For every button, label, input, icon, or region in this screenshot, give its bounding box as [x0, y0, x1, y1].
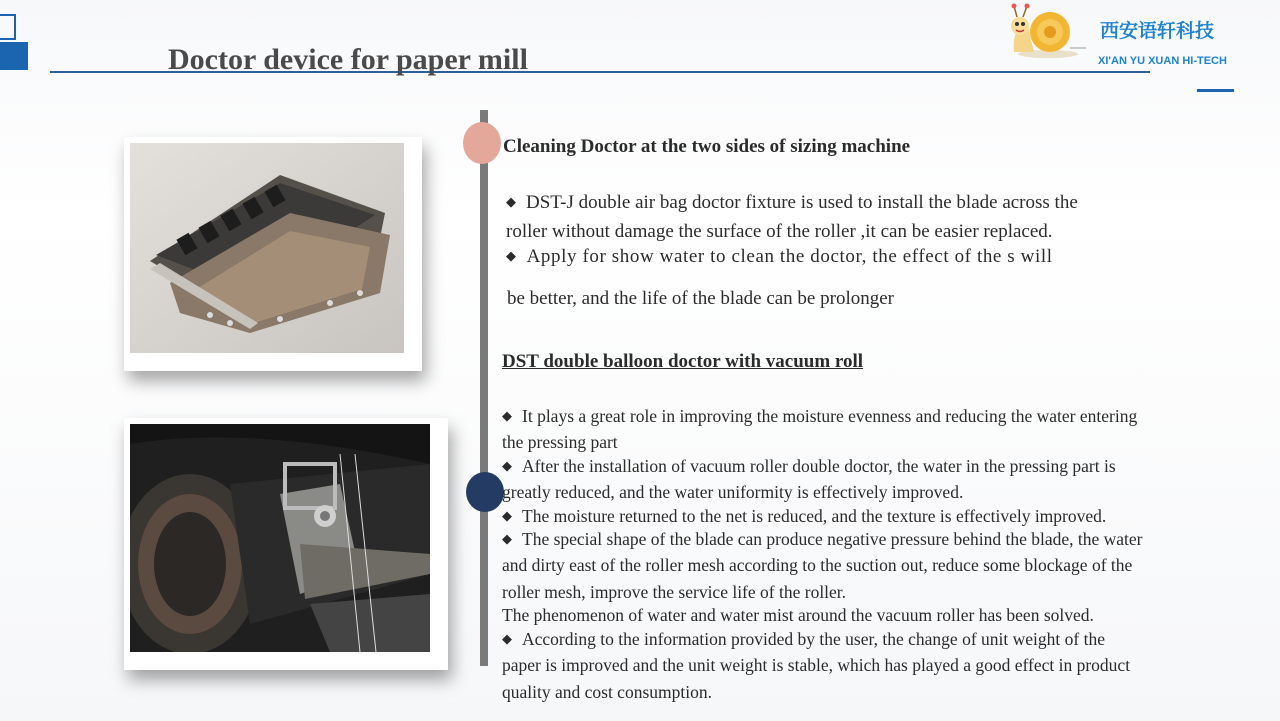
section1-line: roller without damage the surface of the roller ,it can be easier replaced.: [506, 221, 1053, 242]
section2-bullet-item: [502, 506, 1106, 527]
section2-line: According to the information provided by the user, the change of unit weight of the: [522, 629, 1105, 649]
brand-name-english: XI'AN YU XUAN HI-TECH: [1098, 55, 1227, 67]
section1-bullet-item: [506, 192, 1078, 214]
snail-mascot-icon: [1004, 2, 1090, 60]
section1-line: be better, and the life of the blade can be prolonger: [507, 288, 894, 309]
section2-heading: DST double balloon doctor with vacuum roll: [502, 351, 864, 372]
section2-line: The phenomenon of water and water mist around the vacuum roller has been solved.: [502, 605, 1094, 625]
diamond-bullet-icon: ◆: [502, 508, 512, 523]
section2-line: greatly reduced, and the water uniformity is effectively improved.: [502, 482, 964, 502]
section2-bullet-item: [502, 456, 1116, 477]
section2-line: After the installation of vacuum roller double doctor, the water in the pressing part is: [522, 456, 1116, 476]
section2-bullet-item: [502, 406, 1137, 427]
diamond-bullet-icon: ◆: [502, 408, 512, 423]
section2-line: It plays a great role in improving the moisture evenness and reducing the water entering: [522, 406, 1138, 426]
corner-decoration-outline: [0, 14, 16, 40]
section1-heading: Cleaning Doctor at the two sides of sizing machine: [503, 136, 911, 157]
diamond-bullet-icon: ◆: [506, 194, 516, 209]
section2-line: quality and cost consumption.: [502, 682, 712, 702]
page-title: Doctor device for paper mill: [168, 43, 528, 76]
brand-underline: [1197, 89, 1234, 92]
section2-bullet-item: [502, 629, 1105, 650]
diamond-bullet-icon: ◆: [506, 248, 517, 263]
brand-name-chinese: 西安语轩科技: [1100, 20, 1215, 42]
timeline-dot-pink: [463, 122, 501, 164]
section2-bullet-item: [502, 529, 1143, 550]
diamond-bullet-icon: ◆: [502, 531, 512, 546]
section2-line: The special shape of the blade can produce negative pressure behind the blade, the water: [522, 529, 1143, 549]
timeline-dot-navy: [466, 472, 504, 512]
section2-line: roller mesh, improve the service life of the roller.: [502, 582, 847, 602]
section1-line: Apply for show water to clean the doctor, the effect of the s will: [526, 246, 1053, 267]
diamond-bullet-icon: ◆: [502, 631, 512, 646]
section2-line: paper is improved and the unit weight is stable, which has played a good effect in product: [502, 655, 1131, 675]
diamond-bullet-icon: ◆: [502, 458, 512, 473]
section1-bullet-item: [506, 246, 1053, 268]
section2-line: the pressing part: [502, 432, 618, 452]
section2-line: The moisture returned to the net is reduced, and the texture is effectively improved.: [522, 506, 1107, 526]
section2-line: and dirty east of the roller mesh according to the suction out, reduce some blockage of the: [502, 555, 1133, 575]
photo-doctor-fixture: [124, 137, 422, 371]
section1-line: DST-J double air bag doctor fixture is used to install the blade across the: [526, 192, 1078, 213]
corner-decoration-fill: [0, 42, 28, 70]
photo-vacuum-roll-doctor: [124, 418, 448, 670]
timeline-bar: [480, 110, 488, 666]
